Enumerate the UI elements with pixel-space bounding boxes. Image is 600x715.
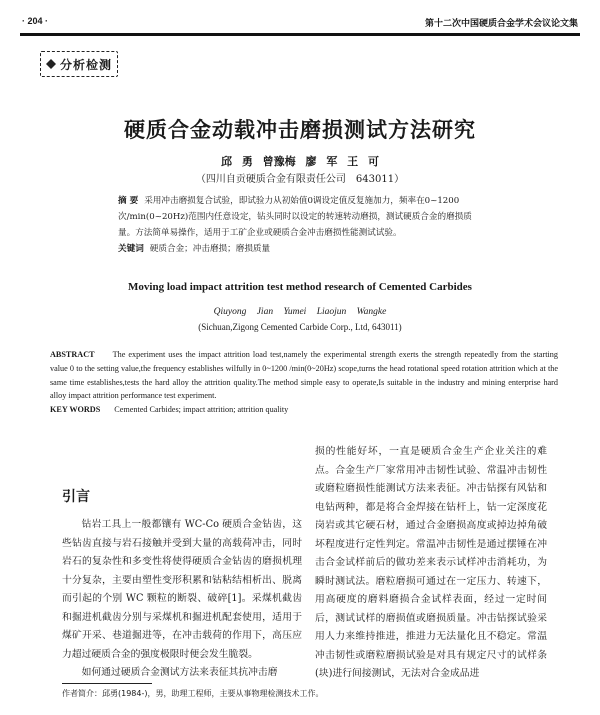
body-paragraph: 损的性能好坏，一直是硬质合金生产企业关注的难点。合金生产厂家常用冲击韧性试验、常温冲击韧性或磨粒磨损性能测试方法来表征。冲击钻探有风钻和电钻两种，都是将合金焊接在钻杆上，钻一定深度花岗岩或其它硬石材，通过合金磨损高度或掉边掉角破坏程度进行定性判定。常温冲击韧性是通过摆锤在冲击合金试样前后的做功差来表示试样冲击消耗功，为瞬时测试法。磨粒磨损可通过在一定压力、转速下，用高硬度的磨料磨损合金试样表面，经过一定时间后，测试试样的磨损值或磨损质量。冲击钻探试验采用人力来维持推进，推进力无法量化且不稳定。常温冲击韧性或磨粒磨损试验是对具有规定尺寸的试样条(块)进行间接测试，无法对合金成品进 — [315, 446, 547, 679]
authors-cn: 邱 勇 曾豫梅 廖 军 王 可 — [221, 155, 379, 168]
keywords-en-label: KEY WORDS — [50, 405, 101, 414]
abstract-cn-label: 摘 要 — [118, 196, 139, 206]
body-paragraph: 如何通过硬质合金测试方法来表征其抗冲击磨 — [81, 667, 278, 678]
section-tag — [40, 51, 118, 77]
paper-title-cn: 硬质合金动载冲击磨损测试方法研究 — [124, 118, 476, 142]
keywords-en-text: Cemented Carbides; impact attrition; attrition quality — [114, 405, 289, 414]
affiliation-en: (Sichuan,Zigong Cemented Carbide Corp., Ltd, 643011) — [198, 322, 402, 332]
abstract-cn — [118, 193, 482, 241]
keywords-cn-text: 硬质合金；冲击磨损；磨损质量 — [149, 244, 271, 254]
body-paragraph: 钻岩工具上一般都镶有 WC-Co 硬质合金钻齿，这些钻齿直接与岩石接触并受到大量的高载荷冲击，同时岩石的复杂性和多变性将使得硬质合金钻齿的磨损机理十分复杂，主要由塑性变形积累和钴粘结相析出、脱离而引起的个别 WC 颗粒的断裂、破碎[1]。采煤机截齿和掘进机截齿分别与采煤机和掘进机配套使用，适用于煤矿开采、巷道掘进等，在冲击载荷的作用下，高压应力超过硬质合金的强度极限时便会发生脆裂。 — [62, 519, 302, 660]
page-number: · 204 · — [22, 16, 49, 26]
keywords-en — [50, 405, 558, 414]
abstract-cn-text: 采用冲击磨损复合试验，即试验力从初始值0调设定值反复施加力，频率在0~1200次/min(0~20Hz)范围内任意设定，钻头同时以设定的转速转动磨损，测试硬质合金的磨损质量。方法简单易操作，适用于工矿企业或硬质合金冲击磨损性能测试试验。 — [118, 196, 472, 238]
abstract-en-text: The experiment uses the impact attrition load test,namely the experimental strength exerts the strength repeatedly from the starting value 0 to the setting value,the frequency establishes wilfully in 0~1200 /min(0~20Hz) scope,turns the head rotational speed rotation attrition which at the same time establishes,tests the hard alloy the attrition quality.The method simple easy to operate,Is suitable in the industry and mining enterprise hard alloy impact attrition performance test experiment. — [50, 350, 558, 401]
body-column-left — [62, 516, 302, 683]
keywords-cn — [118, 242, 482, 254]
diamond-bullet-icon — [46, 59, 56, 69]
header-rule — [20, 33, 580, 36]
body-column-right — [315, 443, 547, 684]
intro-heading: 引言 — [62, 489, 90, 505]
paper-title-en: Moving load impact attrition test method research of Cemented Carbides — [128, 281, 472, 293]
affiliation-cn: （四川自贡硬质合金有限责任公司 643011） — [195, 174, 405, 185]
footnote-rule — [62, 683, 152, 684]
keywords-cn-label: 关键词 — [118, 244, 144, 254]
authors-en: Qiuyong Jian Yumei Liaojun Wangke — [213, 307, 387, 317]
proceedings-title: 第十二次中国硬质合金学术会议论文集 — [424, 18, 578, 28]
abstract-en — [50, 348, 558, 403]
abstract-en-label: ABSTRACT — [50, 350, 95, 359]
section-tag-label: 分析检测 — [59, 57, 112, 72]
author-footnote: 作者简介：邱勇(1984-)，男，助理工程师，主要从事物理检测技术工作。 — [62, 689, 324, 698]
